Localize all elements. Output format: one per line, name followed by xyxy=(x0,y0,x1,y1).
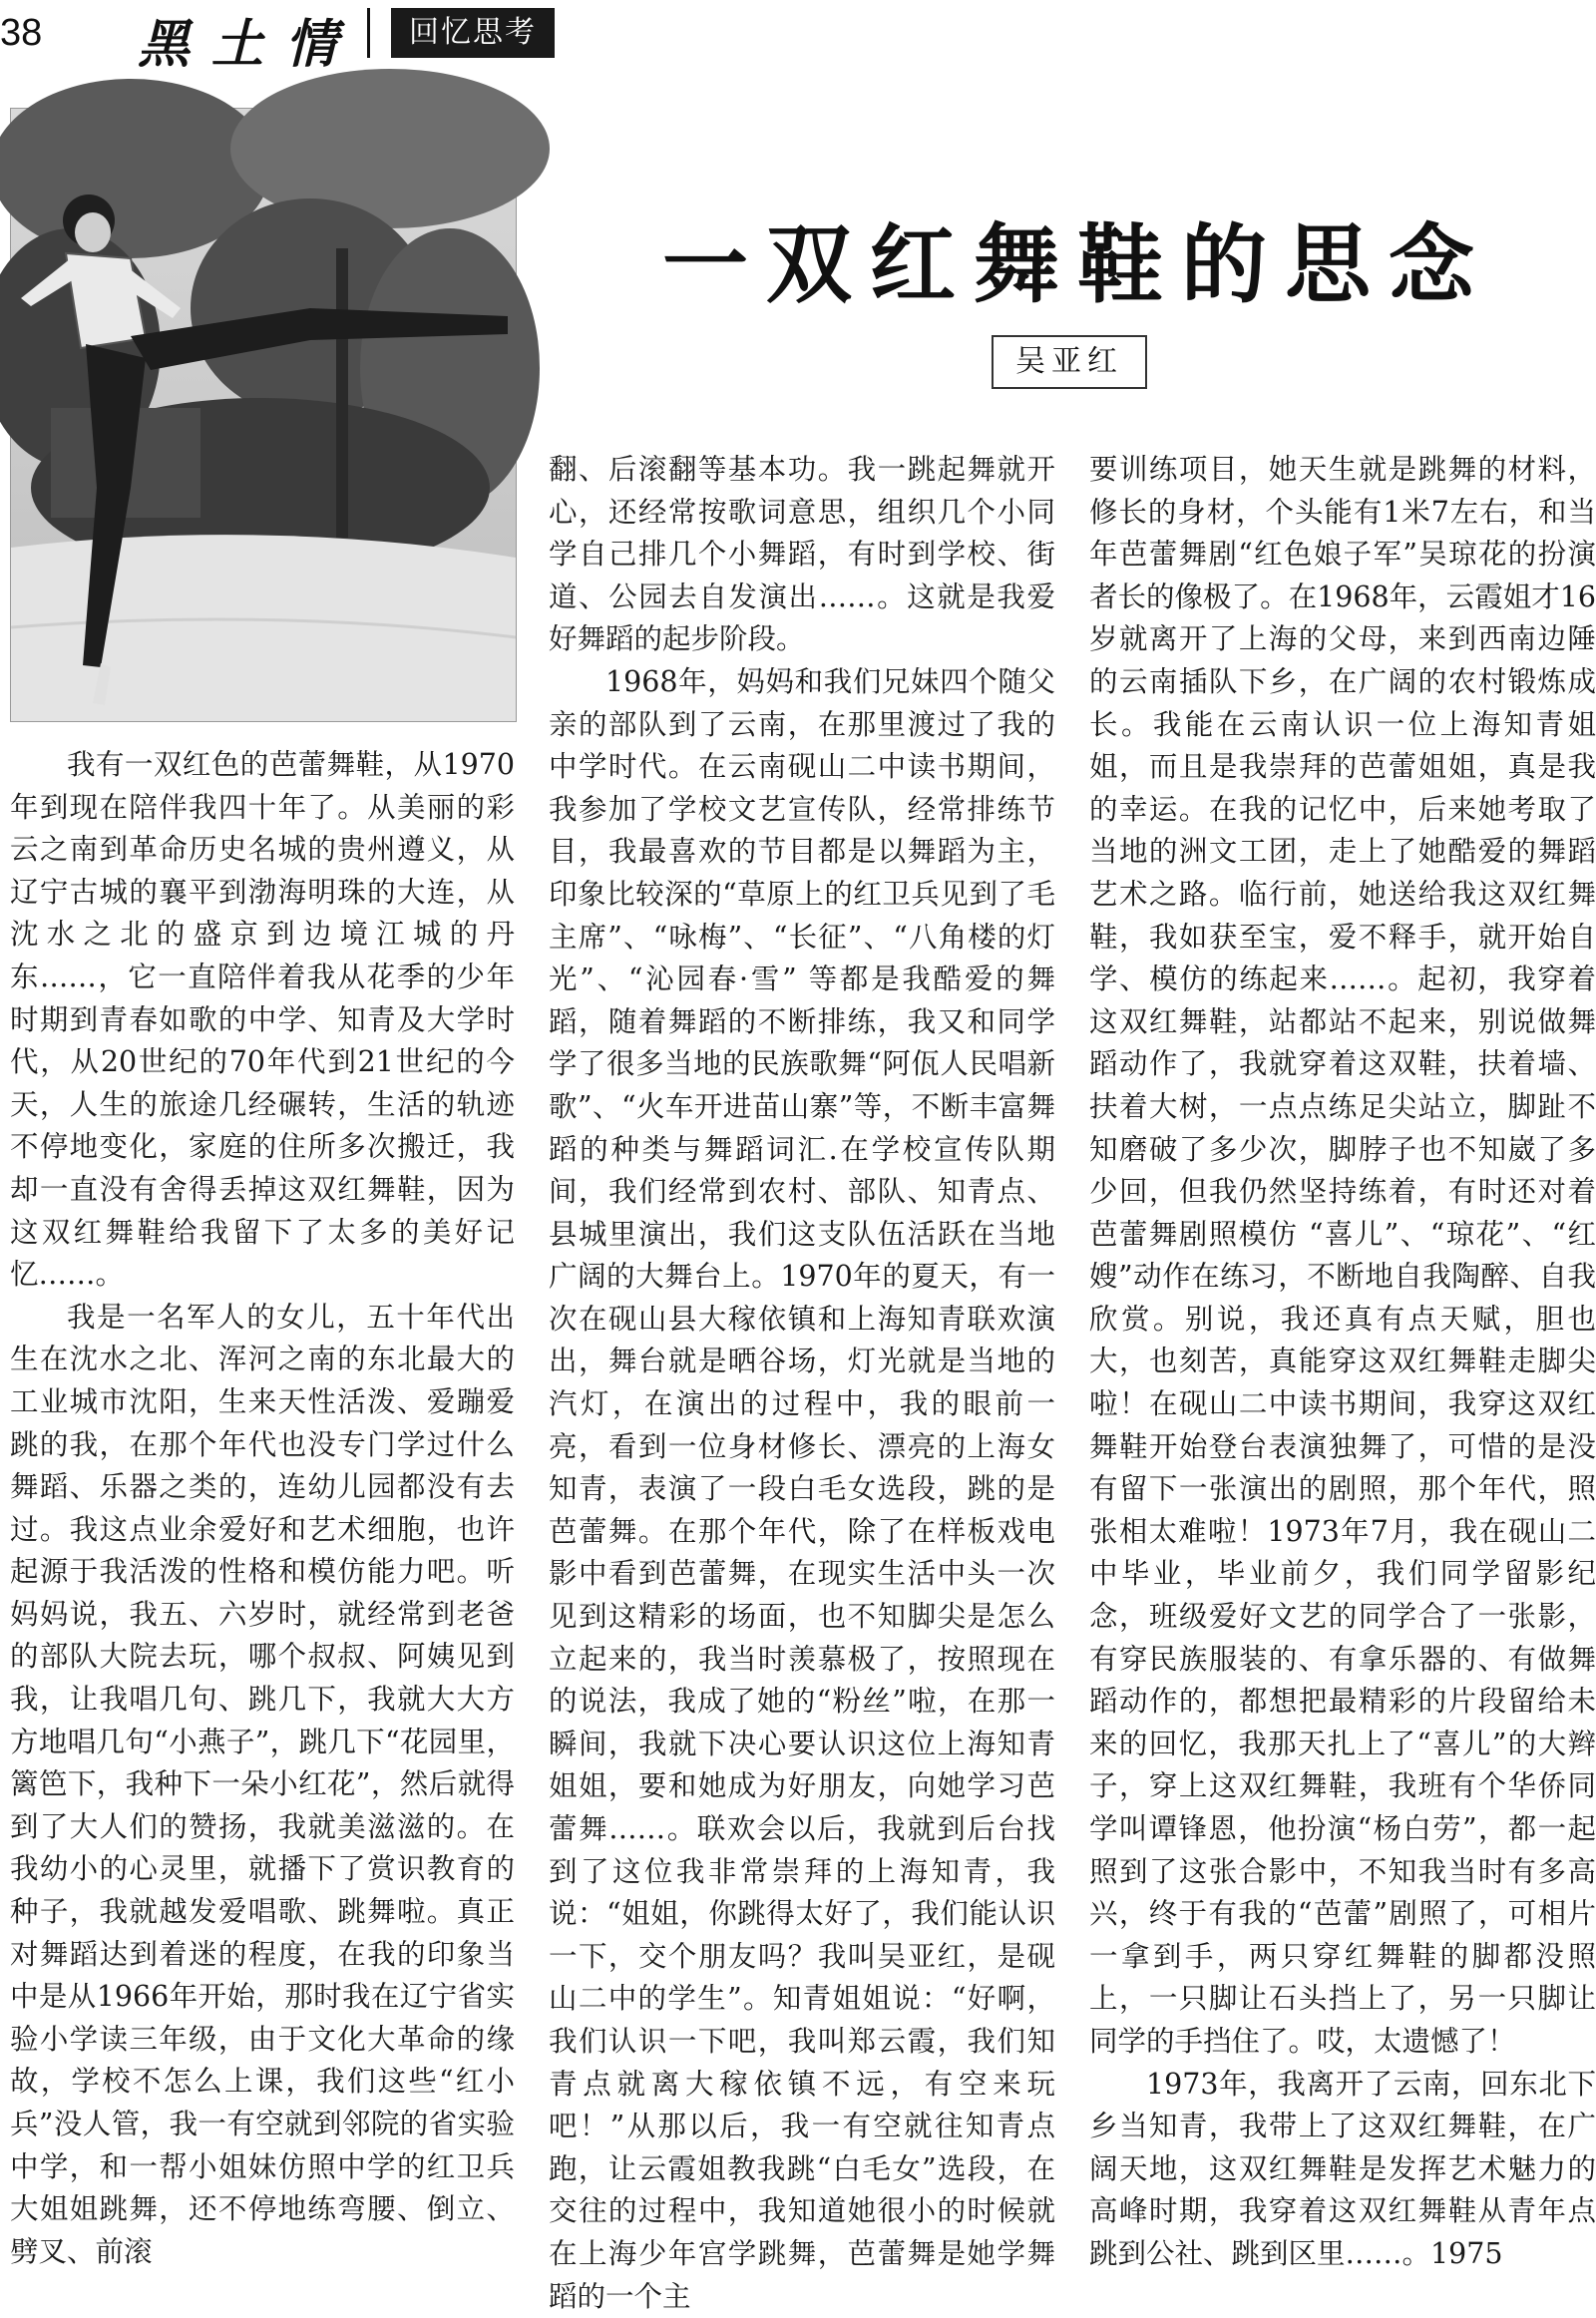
page-header xyxy=(0,0,1596,90)
header-divider xyxy=(367,8,370,58)
page-number: 38 xyxy=(0,12,43,54)
article-column-3 xyxy=(1089,449,1596,2288)
article-column-2 xyxy=(549,449,1055,2313)
paragraph: 翻、后滚翻等基本功。我一跳起舞就开心，还经常按歌词意思，组织几个小同学自己排几个小舞蹈，有时到学校、街道、公园去自发演出……。这就是我爱好舞蹈的起步阶段。 xyxy=(549,453,1055,656)
article-column-1 xyxy=(10,744,515,2288)
paragraph: 1973年，我离开了云南，回东北下乡当知青，我带上了这双红舞鞋，在广阔天地，这双红舞鞋是发挥艺术魅力的高峰时期，我穿着这双红舞鞋从青年点跳到公社、跳到区里……。1975 xyxy=(1089,2067,1596,2270)
paragraph: 1968年，妈妈和我们兄妹四个随父亲的部队到了云南，在那里渡过了我的中学时代。在云南砚山二中读书期间，我参加了学校文艺宣传队，经常排练节目，我最喜欢的节目都是以舞蹈为主，印象比较深的“草原上的红卫兵见到了毛主席”、“咏梅”、“长征”、“八角楼的灯光”、“沁园春·雪” 等都是我酷爱的舞蹈，随着舞蹈的不断排练，我又和同学学了很多当地的民族歌舞“阿佤人民唱新歌”、“火车开进苗山寨”等，不断丰富舞蹈的种类与舞蹈词汇.在学校宣传队期间，我们经常到农村、部队、知青点、县城里演出，我们这支队伍活跃在当地广阔的大舞台上。1970年的夏天，有一次在砚山县大稼依镇和上海知青联欢演出，舞台就是晒谷场，灯光就是当地的汽灯，在演出的过程中，我的眼前一亮，看到一位身材修长、漂亮的上海女知青，表演了一段白毛女选段，跳的是芭蕾舞。在那个年代，除了在样板戏电影中看到芭蕾舞，在现实生活中头一次见到这精彩的场面，也不知脚尖是怎么立起来的，我当时羡慕极了，按照现在的说法，我成了她的“粉丝”啦，在那一瞬间，我就下决心要认识这位上海知青姐姐，要和她成为好朋友，向她学习芭蕾舞……。联欢会以后，我就到后台找到了这位我非常崇拜的上海知青，我说：“姐姐，你跳得太好了，我们能认识一下，交个朋友吗？我叫吴亚红，是砚山二中的学生”。知青姐姐说：“好啊，我们认识一下吧，我叫郑云霞，我们知青点就离大稼依镇不远，有空来玩吧！”从那以后，我一有空就往知青点跑，让云霞姐教我跳“白毛女”选段，在交往的过程中，我知道她很小的时候就在上海少年宫学跳舞，芭蕾舞是她学舞蹈的一个主 xyxy=(549,664,1055,2313)
paragraph: 我有一双红色的芭蕾舞鞋，从1970年到现在陪伴我四十年了。从美丽的彩云之南到革命历史名城的贵州遵义，从辽宁古城的襄平到渤海明珠的大连，从沈水之北的盛京到边境江城的丹东……，它一直陪伴着我从花季的少年时期到青春如歌的中学、知青及大学时代，从20世纪的70年代到21世纪的今天，人生的旅途几经碾转，生活的轨迹不停地变化，家庭的住所多次搬迁，我却一直没有舍得丢掉这双红舞鞋，因为这双红舞鞋给我留下了太多的美好记忆……。 xyxy=(10,748,515,1292)
paragraph: 要训练项目，她天生就是跳舞的材料，修长的身材，个头能有1米7左右，和当年芭蕾舞剧“红色娘子军”吴琼花的扮演者长的像极了。在1968年，云霞姐才16岁就离开了上海的父母，来到西南边陲的云南插队下乡，在广阔的农村锻炼成长。我能在云南认识一位上海知青姐姐，而且是我崇拜的芭蕾姐姐，真是我的幸运。在我的记忆中，后来她考取了当地的洲文工团，走上了她酷爱的舞蹈艺术之路。临行前，她送给我这双红舞鞋，我如获至宝，爱不释手，就开始自学、模仿的练起来……。起初，我穿着这双红舞鞋，站都站不起来，别说做舞蹈动作了，我就穿着这双鞋，扶着墙、扶着大树，一点点练足尖站立，脚趾不知磨破了多少次，脚脖子也不知崴了多少回，但我仍然坚持练着，有时还对着芭蕾舞剧照模仿 “喜儿”、“琼花”、“红嫂”动作在练习，不断地自我陶醉、自我欣赏。别说，我还真有点天赋，胆也大，也刻苦，真能穿这双红舞鞋走脚尖啦！在砚山二中读书期间，我穿这双红舞鞋开始登台表演独舞了，可惜的是没有留下一张演出的剧照，那个年代，照张相太难啦！1973年7月，我在砚山二中毕业，毕业前夕，我们同学留影纪念，班级爱好文艺的同学合了一张影，有穿民族服装的、有拿乐器的、有做舞蹈动作的，都想把最精彩的片段留给未来的回忆，我那天扎上了“喜儿”的大辫子，穿上这双红舞鞋，我班有个华侨同学叫谭锋恩，他扮演“杨白劳”，都一起照到了这张合影中，不知我当时有多高兴，终于有我的“芭蕾”剧照了，可相片一拿到手，两只穿红舞鞋的脚都没照上，一只脚让石头挡上了，另一只脚让同学的手挡住了。哎，太遗憾了！ xyxy=(1089,453,1596,2058)
paragraph: 我是一名军人的女儿，五十年代出生在沈水之北、浑河之南的东北最大的工业城市沈阳，生来天性活泼、爱蹦爱跳的我，在那个年代也没专门学过什么舞蹈、乐器之类的，连幼儿园都没有去过。我这点业余爱好和艺术细胞，也许起源于我活泼的性格和模仿能力吧。听妈妈说，我五、六岁时，就经常到老爸的部队大院去玩，哪个叔叔、阿姨见到我，让我唱几句、跳几下，我就大大方方地唱几句“小燕子”，跳几下“花园里，篱笆下，我种下一朵小红花”，然后就得到了大人们的赞扬，我就美滋滋的。在我幼小的心灵里，就播下了赏识教育的种子，我就越发爱唱歌、跳舞啦。真正对舞蹈达到着迷的程度，在我的印象当中是从1966年开始，那时我在辽宁省实验小学读三年级，由于文化大革命的缘故，学校不怎么上课，我们这些“红小兵”没人管，我一有空就到邻院的省实验中学，和一帮小姐妹仿照中学的红卫兵大姐姐跳舞，还不停地练弯腰、倒立、劈叉、前滚 xyxy=(10,1300,515,2268)
article-author: 吴亚红 xyxy=(992,335,1147,389)
magazine-name: 黑土情 xyxy=(138,14,360,75)
article-title: 一双红舞鞋的思念 xyxy=(662,214,1492,315)
section-tag: 回忆思考 xyxy=(391,8,555,58)
ballet-leap-photo-icon xyxy=(10,108,517,722)
